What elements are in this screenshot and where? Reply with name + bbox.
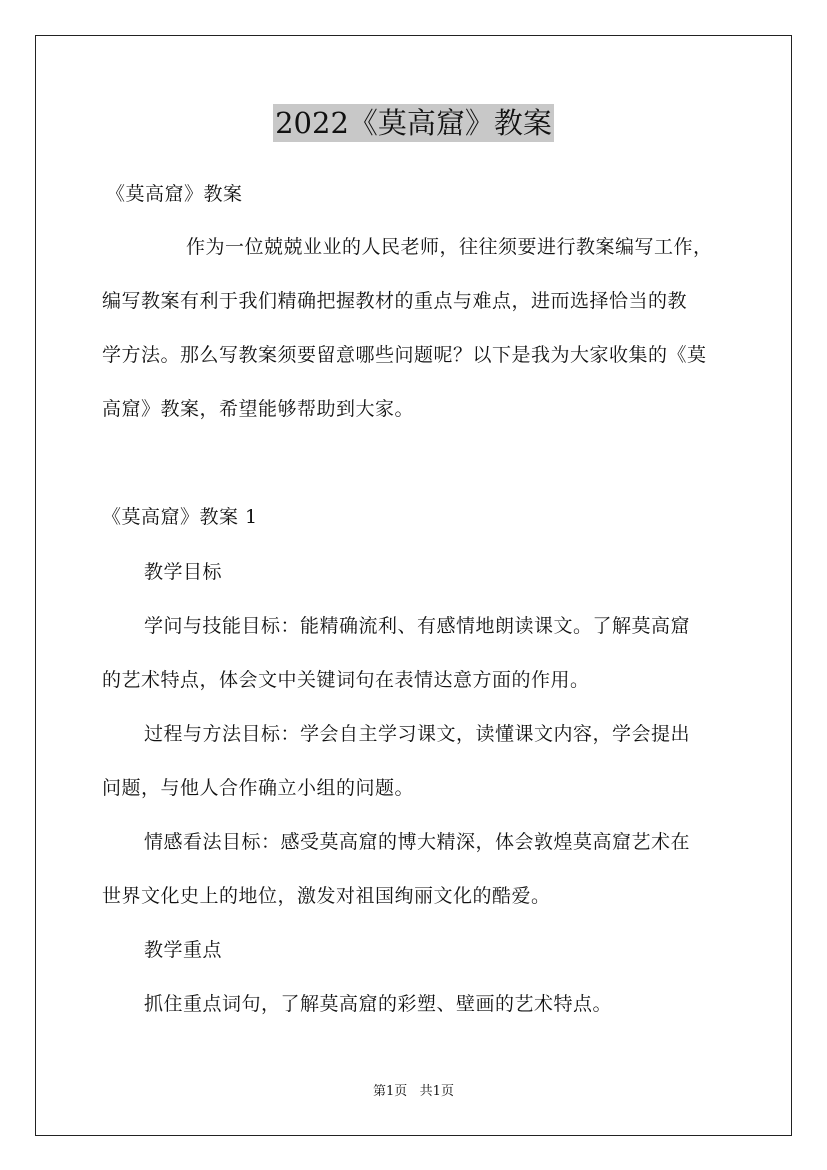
section-heading: 《莫高窟》教案 1 (102, 506, 258, 528)
objective-line-3: 过程与方法目标：学会自主学习课文，读懂课文内容，学会提出 (144, 723, 691, 745)
objective-line-4: 问题，与他人合作确立小组的问题。 (102, 777, 415, 799)
document-title: 2022《莫高窟》教案 (275, 106, 552, 140)
document-subtitle: 《莫高窟》教案 (106, 183, 243, 205)
objective-line-2: 的艺术特点，体会文中关键词句在表情达意方面的作用。 (102, 669, 590, 691)
key-points-heading: 教学重点 (144, 939, 223, 961)
objective-line-5: 情感看法目标：感受莫高窟的博大精深，体会敦煌莫高窟艺术在 (144, 831, 691, 853)
objective-line-6: 世界文化史上的地位，激发对祖国绚丽文化的酷爱。 (102, 885, 551, 907)
intro-line-1: 作为一位兢兢业业的人民老师，往往须要进行教案编写工作， (186, 236, 713, 258)
intro-line-2: 编写教案有利于我们精确把握教材的重点与难点，进而选择恰当的教 (102, 290, 688, 312)
objectives-heading: 教学目标 (144, 561, 223, 583)
intro-line-3: 学方法。那么写教案须要留意哪些问题呢？以下是我为大家收集的《莫 (102, 344, 707, 366)
page-footer: 第1页 共1页 (373, 1084, 454, 1099)
key-points-line: 抓住重点词句，了解莫高窟的彩塑、壁画的艺术特点。 (144, 993, 613, 1015)
document-title-block (0, 104, 827, 142)
intro-line-4: 高窟》教案，希望能够帮助到大家。 (102, 398, 415, 420)
objective-line-1: 学问与技能目标：能精确流利、有感情地朗读课文。了解莫高窟 (144, 615, 691, 637)
